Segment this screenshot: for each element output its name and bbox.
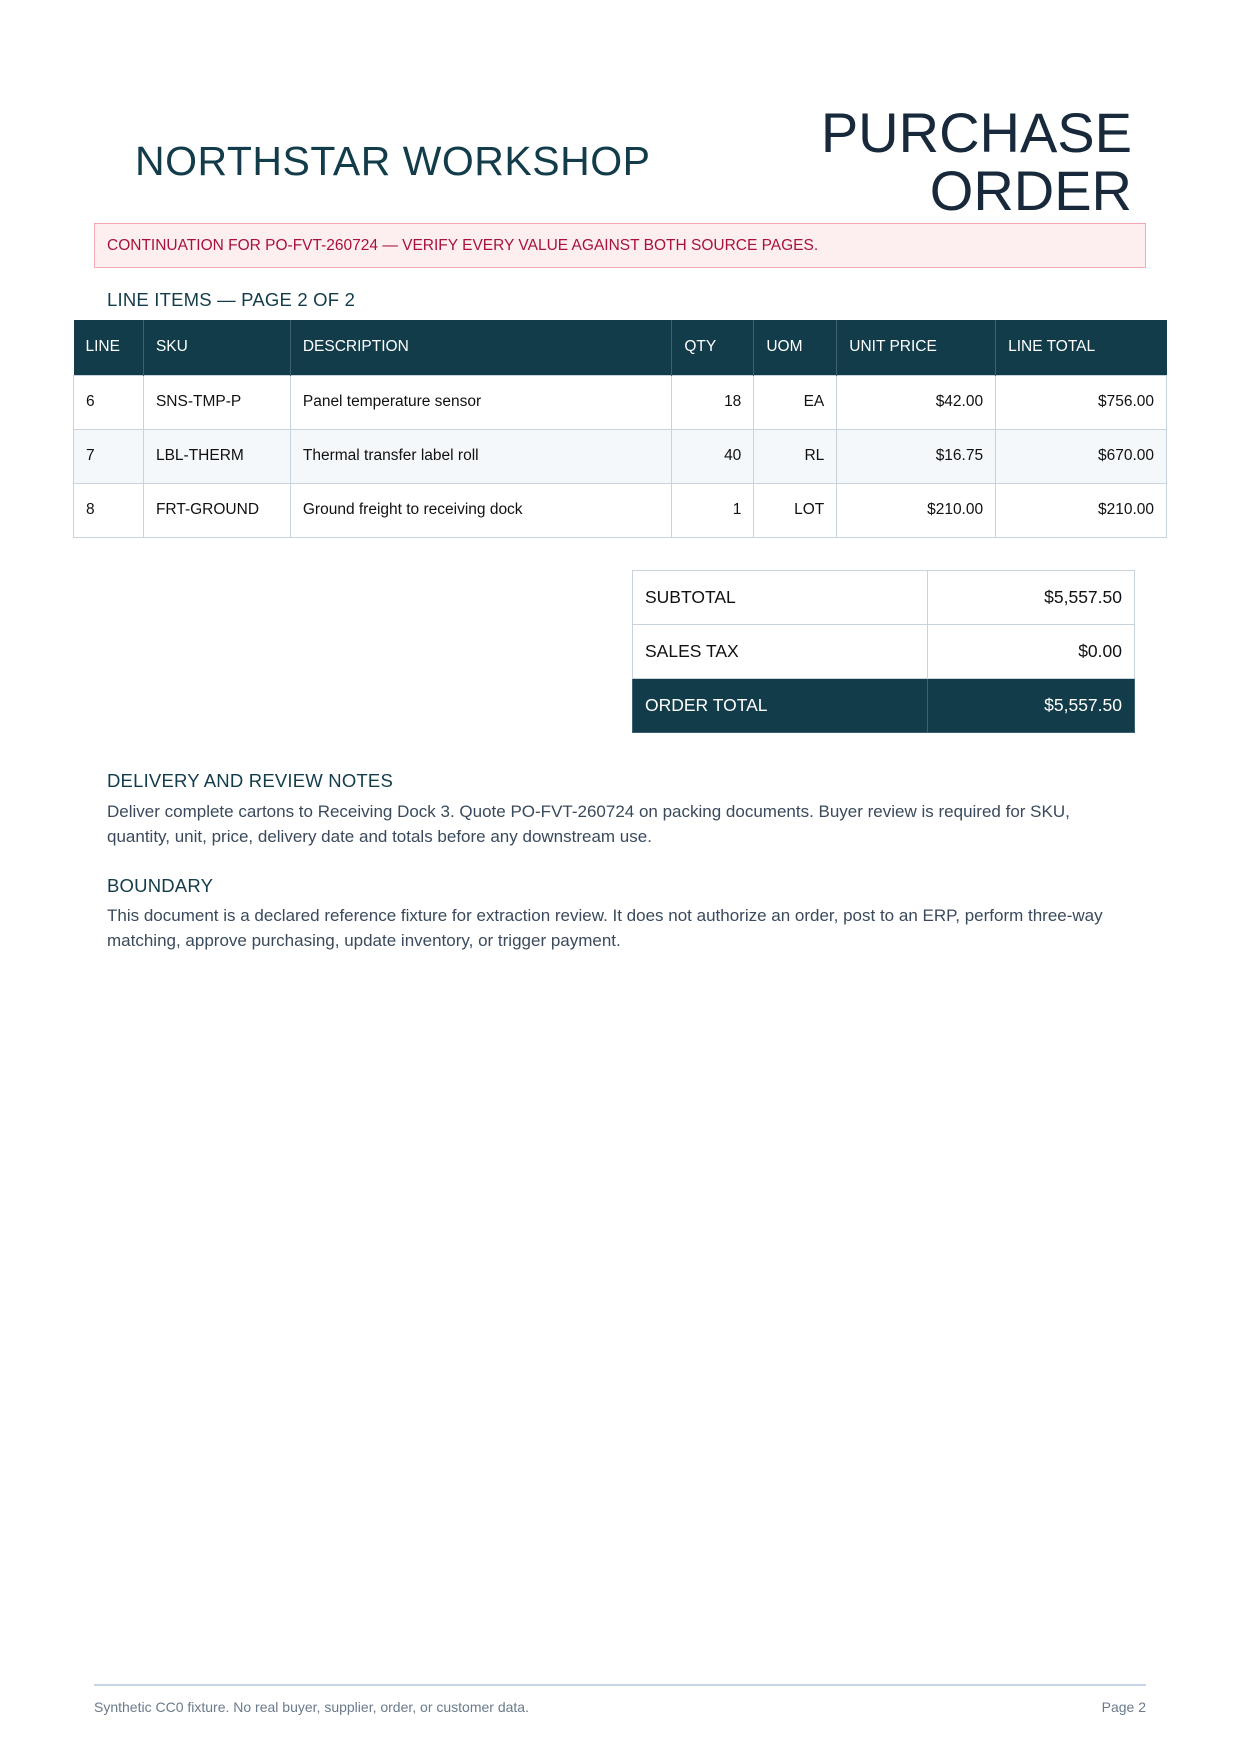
cell-line: 6 bbox=[74, 375, 144, 429]
table-row bbox=[74, 375, 1167, 429]
delivery-notes-text: Deliver complete cartons to Receiving Dock 3. Quote PO-FVT-260724 on packing documents. Buyer review is required for SKU, quantity, unit, price, delivery date and totals before any downstream use. bbox=[107, 802, 1070, 846]
cell-uom: LOT bbox=[754, 483, 837, 537]
sales-tax-row bbox=[633, 625, 1135, 679]
cell-line: 8 bbox=[74, 483, 144, 537]
cell-uom: RL bbox=[754, 429, 837, 483]
line-items-table bbox=[73, 320, 1167, 538]
column-header-sku: SKU bbox=[143, 320, 290, 375]
cell-sku: FRT-GROUND bbox=[143, 483, 290, 537]
cell-unit-price: $42.00 bbox=[837, 375, 996, 429]
subtotal-label: SUBTOTAL bbox=[633, 571, 928, 625]
subtotal-value: $5,557.50 bbox=[928, 571, 1135, 625]
cell-line: 7 bbox=[74, 429, 144, 483]
sales-tax-value: $0.00 bbox=[928, 625, 1135, 679]
cell-description: Thermal transfer label roll bbox=[290, 429, 672, 483]
continuation-notice: CONTINUATION FOR PO-FVT-260724 — VERIFY EVERY VALUE AGAINST BOTH SOURCE PAGES. bbox=[94, 223, 1146, 268]
order-total-row bbox=[633, 679, 1135, 733]
cell-description: Ground freight to receiving dock bbox=[290, 483, 672, 537]
line-items-heading: LINE ITEMS — PAGE 2 OF 2 bbox=[107, 289, 356, 310]
cell-uom: EA bbox=[754, 375, 837, 429]
table-header-row bbox=[74, 320, 1167, 375]
column-header-qty: QTY bbox=[672, 320, 754, 375]
cell-description: Panel temperature sensor bbox=[290, 375, 672, 429]
cell-qty: 18 bbox=[672, 375, 754, 429]
footer-disclaimer: Synthetic CC0 fixture. No real buyer, supplier, order, or customer data. bbox=[94, 1699, 529, 1715]
boundary-text: This document is a declared reference fixture for extraction review. It does not authorize an order, post to an ERP, perform three-way matching, approve purchasing, update inventory, or trigger payment. bbox=[107, 906, 1103, 950]
footer-divider bbox=[94, 1684, 1146, 1686]
column-header-line-total: LINE TOTAL bbox=[996, 320, 1167, 375]
column-header-description: DESCRIPTION bbox=[290, 320, 672, 375]
sales-tax-label: SALES TAX bbox=[633, 625, 928, 679]
document-title bbox=[712, 101, 1132, 222]
cell-unit-price: $210.00 bbox=[837, 483, 996, 537]
document-title-line-2: ORDER bbox=[929, 159, 1132, 222]
order-total-value: $5,557.50 bbox=[928, 679, 1135, 733]
order-total-label: ORDER TOTAL bbox=[633, 679, 928, 733]
totals-table bbox=[632, 570, 1135, 733]
subtotal-row bbox=[633, 571, 1135, 625]
boundary-heading: BOUNDARY bbox=[107, 875, 214, 896]
cell-qty: 40 bbox=[672, 429, 754, 483]
cell-sku: LBL-THERM bbox=[143, 429, 290, 483]
delivery-notes-heading: DELIVERY AND REVIEW NOTES bbox=[107, 770, 394, 791]
column-header-line: LINE bbox=[74, 320, 144, 375]
cell-qty: 1 bbox=[672, 483, 754, 537]
column-header-unit-price: UNIT PRICE bbox=[837, 320, 996, 375]
company-name: NORTHSTAR WORKSHOP bbox=[135, 138, 651, 184]
table-row bbox=[74, 429, 1167, 483]
cell-sku: SNS-TMP-P bbox=[143, 375, 290, 429]
table-row bbox=[74, 483, 1167, 537]
page-number: Page 2 bbox=[1101, 1699, 1146, 1715]
cell-line-total: $210.00 bbox=[996, 483, 1167, 537]
cell-line-total: $670.00 bbox=[996, 429, 1167, 483]
column-header-uom: UOM bbox=[754, 320, 837, 375]
cell-unit-price: $16.75 bbox=[837, 429, 996, 483]
cell-line-total: $756.00 bbox=[996, 375, 1167, 429]
document-title-line-1: PURCHASE bbox=[820, 101, 1132, 164]
